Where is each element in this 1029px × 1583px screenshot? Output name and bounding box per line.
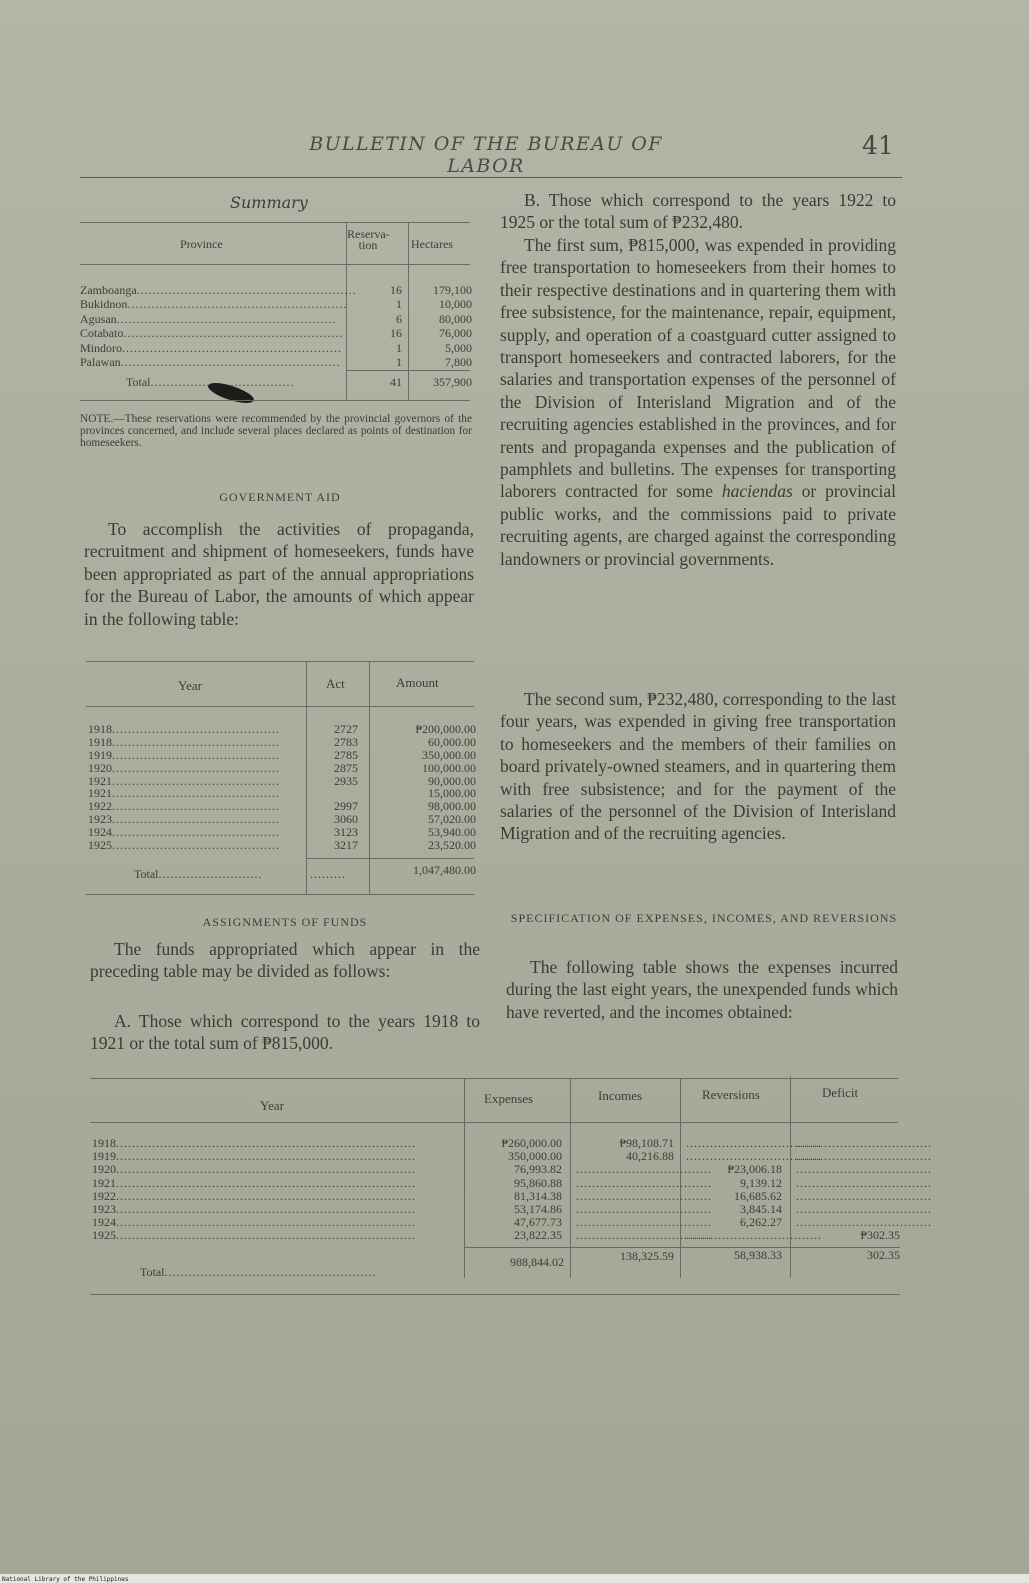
summary-row bbox=[80, 356, 470, 370]
right-p2 bbox=[500, 234, 896, 570]
approp-col-amount: Amount bbox=[396, 675, 439, 690]
summary-province bbox=[80, 298, 346, 311]
approp-year bbox=[88, 775, 302, 788]
expenses-reversions: 9,139.12 bbox=[740, 1175, 782, 1190]
approp-year-value: 1918 bbox=[88, 722, 112, 736]
expenses-deficit: ₱302.35 bbox=[860, 1228, 900, 1243]
expenses-year bbox=[92, 1229, 462, 1242]
leader-dots: ........................................................................... bbox=[116, 1228, 416, 1243]
summary-head-rule bbox=[80, 264, 470, 265]
expenses-incomes: 40,216.88 bbox=[626, 1149, 674, 1164]
leader-dots: .......................................... bbox=[112, 812, 280, 827]
gov-aid-heading: GOVERNMENT AID bbox=[219, 490, 341, 504]
expenses-reversions: 16,685.62 bbox=[734, 1188, 782, 1203]
summary-total-label: Total bbox=[126, 375, 151, 389]
expenses-body bbox=[92, 1136, 932, 1243]
running-header: BULLETIN OF THE BUREAU OF LABOR bbox=[309, 133, 663, 177]
approp-act: 2727 bbox=[334, 722, 358, 736]
expenses-year bbox=[92, 1216, 462, 1229]
approp-body bbox=[88, 723, 476, 852]
leader-dots: .................................. bbox=[796, 1149, 932, 1164]
expenses-expenses: 53,174.86 bbox=[514, 1201, 562, 1216]
leader-dots: ....................................................... bbox=[136, 283, 357, 297]
approp-year-value: 1921 bbox=[88, 773, 112, 788]
expenses-top-rule bbox=[90, 1078, 898, 1079]
approp-year bbox=[88, 723, 302, 736]
approp-row bbox=[88, 839, 476, 852]
assignments-heading: ASSIGNMENTS OF FUNDS bbox=[202, 915, 368, 929]
leader-dots: .................................. bbox=[796, 1188, 932, 1203]
expenses-total-row: Total..................................................... bbox=[140, 1265, 377, 1279]
approp-amount: 57,020.00 bbox=[428, 812, 476, 827]
summary-bottom-rule bbox=[80, 400, 470, 401]
expenses-head-rule bbox=[90, 1122, 898, 1123]
expenses-expenses: 350,000.00 bbox=[508, 1149, 562, 1164]
expenses-incomes: ₱98,108.71 bbox=[619, 1136, 674, 1150]
leader-dots: ........................................................................... bbox=[116, 1162, 416, 1177]
leader-dots: ....................................................... bbox=[122, 340, 342, 355]
approp-act: 2785 bbox=[334, 747, 358, 762]
approp-year bbox=[88, 787, 302, 800]
leader-dots: ........................................................................... bbox=[116, 1175, 416, 1190]
approp-year bbox=[88, 736, 302, 749]
summary-total-hectares: 357,900 bbox=[433, 375, 472, 389]
expenses-year-value: 1920 bbox=[92, 1162, 116, 1177]
expenses-year-value: 1919 bbox=[92, 1149, 116, 1164]
expenses-total-label: Total bbox=[140, 1265, 165, 1279]
leader-dots: .......................................... bbox=[112, 773, 280, 788]
leader-dots: .................................. bbox=[576, 1215, 712, 1230]
summary-hectares: 5,000 bbox=[445, 340, 472, 355]
expenses-col-year: Year bbox=[260, 1098, 284, 1113]
expenses-year bbox=[92, 1150, 462, 1163]
leader-dots: ....................................................... bbox=[127, 297, 348, 312]
approp-amount: 15,000.00 bbox=[428, 786, 476, 801]
library-footer: National Library of the Philippines bbox=[2, 1576, 129, 1583]
summary-hectares: 80,000 bbox=[439, 311, 472, 326]
summary-province-name: Cotabato bbox=[80, 326, 124, 341]
approp-year-value: 1924 bbox=[88, 825, 112, 840]
leader-dots: .................................. bbox=[576, 1162, 712, 1177]
leader-dots: .................................. bbox=[796, 1136, 932, 1150]
approp-act: 2997 bbox=[334, 799, 358, 814]
leader-dots: .................................. bbox=[796, 1215, 932, 1230]
assignments-p1: The funds appropriated which appear in the preceding table may be divided as follows: bbox=[90, 939, 480, 982]
approp-year bbox=[88, 813, 302, 826]
approp-total-rule bbox=[306, 858, 474, 859]
approp-year-value: 1925 bbox=[88, 838, 112, 853]
approp-amount: 98,000.00 bbox=[428, 799, 476, 814]
summary-province-name: Bukidnon bbox=[80, 297, 128, 312]
approp-act: 2783 bbox=[334, 734, 358, 749]
approp-bottom-rule bbox=[86, 894, 474, 895]
summary-province bbox=[80, 283, 357, 297]
approp-amount: 90,000.00 bbox=[428, 773, 476, 788]
approp-year-value: 1922 bbox=[88, 799, 112, 814]
summary-row bbox=[80, 298, 470, 312]
summary-row bbox=[80, 284, 470, 298]
right-p2-pre: The first sum, ₱815,000, was expended in providing free transportation to homeseekers from their homes to their respective destinations and in quartering them with free subsistence, for the maintenance, repair, equipment, supply, and operation of a coastguard cutter assigned to transport homeseekers and contracted laborers, for the salaries and transportation expenses of the personnel of the Division of Interisland Migration and of the recruiting agencies established in the provinces, and for rents and propaganda expenses and the publication of pamphlets and bulletins. The expenses for transporting laborers contracted for some bbox=[500, 235, 896, 502]
expenses-col-incomes: Incomes bbox=[598, 1088, 643, 1103]
leader-dots: .......................................... bbox=[112, 722, 280, 736]
approp-amount: 350,000.00 bbox=[422, 747, 476, 762]
summary-province-name: Mindoro bbox=[80, 340, 122, 355]
expenses-total-reversions: 58,938.33 bbox=[734, 1248, 782, 1262]
specification-heading: SPECIFICATION OF EXPENSES, INCOMES, AND REVERSIONS bbox=[510, 911, 898, 925]
approp-year-value: 1920 bbox=[88, 760, 112, 775]
leader-dots: ....................................................... bbox=[123, 326, 344, 341]
leader-dots: .......................................... bbox=[112, 838, 280, 853]
summary-body bbox=[80, 284, 470, 370]
summary-province-name: Zamboanga bbox=[80, 283, 137, 297]
leader-dots: ........................................................................... bbox=[116, 1149, 416, 1164]
approp-act: 2875 bbox=[334, 760, 358, 775]
approp-year bbox=[88, 800, 302, 813]
approp-year bbox=[88, 749, 302, 762]
expenses-year bbox=[92, 1190, 462, 1203]
leader-dots: ........................................................................... bbox=[116, 1215, 416, 1230]
expenses-year bbox=[92, 1163, 462, 1176]
expenses-col-expenses: Expenses bbox=[484, 1091, 534, 1106]
leader-dots: ....................................................... bbox=[116, 311, 337, 326]
summary-caption: Summary bbox=[230, 193, 308, 212]
expenses-year bbox=[92, 1177, 462, 1190]
approp-year-value: 1919 bbox=[88, 747, 112, 762]
expenses-year-value: 1918 bbox=[92, 1136, 116, 1150]
assignments-p2: A. Those which correspond to the years 1918 to 1921 or the total sum of ₱815,000. bbox=[90, 1011, 480, 1054]
leader-dots: .................................. bbox=[796, 1201, 932, 1216]
leader-dots: .................................. bbox=[686, 1136, 822, 1150]
summary-reservation: 1 bbox=[396, 354, 402, 369]
approp-total-amount: 1,047,480.00 bbox=[413, 863, 476, 877]
summary-row bbox=[80, 313, 470, 327]
summary-reservation: 6 bbox=[396, 311, 402, 326]
leader-dots: ........................................................................... bbox=[116, 1188, 416, 1203]
approp-year bbox=[88, 762, 302, 775]
leader-dots: .......................................... bbox=[112, 734, 280, 749]
approp-year-value: 1923 bbox=[88, 812, 112, 827]
approp-col-act: Act bbox=[326, 676, 345, 691]
expenses-row bbox=[92, 1229, 902, 1242]
approp-act: 3217 bbox=[334, 838, 358, 853]
scan-bottom-strip bbox=[0, 1574, 1029, 1583]
approp-amount: 100,000.00 bbox=[422, 760, 476, 775]
right-p2-italic: haciendas bbox=[721, 481, 793, 502]
approp-year bbox=[88, 826, 302, 839]
approp-col-year: Year bbox=[178, 678, 202, 693]
leader-dots: .................................. bbox=[796, 1162, 932, 1177]
right-p3: The second sum, ₱232,480, corresponding to the last four years, was expended in giving free transportation to homeseekers and the members of their families on board privately-owned steamers, and in quartering them with free subsistence; and for the payment of the salaries of the personnel of the Division of Interisland Migration and of the recruiting agencies. bbox=[500, 689, 896, 844]
expenses-col-deficit: Deficit bbox=[822, 1085, 859, 1100]
expenses-expenses: 23,822.35 bbox=[514, 1228, 562, 1243]
expenses-expenses: 81,314.38 bbox=[514, 1188, 562, 1203]
summary-col-reservation: Reserva- tion bbox=[347, 227, 390, 252]
summary-reservation: 1 bbox=[396, 340, 402, 355]
right-p1: B. Those which correspond to the years 1922 to 1925 or the total sum of ₱232,480. bbox=[500, 190, 896, 233]
approp-total-label: Total bbox=[134, 867, 159, 881]
summary-province bbox=[80, 356, 346, 369]
expenses-total-rule bbox=[464, 1247, 900, 1248]
summary-total-reservation: 41 bbox=[390, 375, 402, 389]
expenses-year-value: 1921 bbox=[92, 1175, 116, 1190]
leader-dots: ....................................................... bbox=[120, 354, 341, 369]
leader-dots: .......................................... bbox=[112, 825, 280, 840]
approp-year-value: 1921 bbox=[88, 786, 112, 801]
summary-total-row: Total.................................... bbox=[126, 375, 295, 389]
approp-year-value: 1918 bbox=[88, 734, 112, 749]
summary-total-rule bbox=[346, 370, 470, 371]
header-rule bbox=[80, 177, 902, 178]
leader-dots: .................................. bbox=[796, 1175, 932, 1190]
summary-top-rule bbox=[80, 222, 470, 223]
expenses-year-value: 1925 bbox=[92, 1228, 116, 1243]
expenses-reversions: ₱23,006.18 bbox=[727, 1162, 782, 1177]
summary-hectares: 179,100 bbox=[433, 283, 472, 297]
expenses-year-value: 1922 bbox=[92, 1188, 116, 1203]
approp-amount: 53,940.00 bbox=[428, 825, 476, 840]
leader-dots: .................................. bbox=[686, 1149, 822, 1164]
leader-dots: .................................. bbox=[576, 1228, 712, 1243]
leader-dots: .......................................... bbox=[112, 760, 280, 775]
approp-amount: ₱200,000.00 bbox=[415, 722, 476, 736]
approp-act: 3123 bbox=[334, 825, 358, 840]
approp-amount: 60,000.00 bbox=[428, 734, 476, 749]
gov-aid-paragraph: To accomplish the activities of propaganda, recruitment and shipment of homeseekers, funds have been appropriated as part of the annual appropriations for the Bureau of Labor, the amounts of which appear in the following table: bbox=[84, 519, 474, 629]
summary-province-name: Agusan bbox=[80, 311, 117, 326]
expenses-expenses: 95,860.88 bbox=[514, 1175, 562, 1190]
expenses-total-deficit: 302.35 bbox=[867, 1248, 900, 1262]
leader-dots: .......................................... bbox=[112, 786, 280, 801]
leader-dots: .................................. bbox=[686, 1228, 822, 1243]
approp-head-rule bbox=[86, 706, 474, 707]
approp-amount: 23,520.00 bbox=[428, 838, 476, 853]
expenses-reversions: 6,262.27 bbox=[740, 1215, 782, 1230]
expenses-total-incomes: 138,325.59 bbox=[620, 1249, 674, 1263]
summary-province-name: Palawan bbox=[80, 354, 121, 369]
expenses-reversions: 3,845.14 bbox=[740, 1201, 782, 1216]
summary-col-hectares: Hectares bbox=[411, 237, 453, 251]
leader-dots: .......................................... bbox=[112, 799, 280, 814]
summary-note: NOTE.—These reservations were recommended by the provincial governors of the provinces concerned, and include several places declared as points of destination for homeseekers. bbox=[80, 413, 472, 449]
leader-dots: ........................................................................... bbox=[116, 1201, 416, 1216]
expenses-expenses: 76,993.82 bbox=[514, 1162, 562, 1177]
summary-row bbox=[80, 327, 470, 341]
summary-province bbox=[80, 327, 346, 340]
approp-act: 3060 bbox=[334, 812, 358, 827]
right-p4: The following table shows the expenses incurred during the last eight years, the unexpended funds which have reverted, and the incomes obtained: bbox=[506, 957, 898, 1022]
expenses-total-expenses: 988,844.02 bbox=[510, 1255, 564, 1269]
summary-province bbox=[80, 313, 346, 326]
expenses-bottom-rule bbox=[90, 1294, 900, 1295]
approp-act: 2935 bbox=[334, 773, 358, 788]
approp-year bbox=[88, 839, 302, 852]
expenses-year-value: 1923 bbox=[92, 1201, 116, 1216]
leader-dots: .................................. bbox=[576, 1188, 712, 1203]
summary-col-province: Province bbox=[180, 237, 223, 251]
approp-top-rule bbox=[86, 661, 474, 662]
summary-hectares: 7,800 bbox=[445, 354, 472, 369]
leader-dots: ........................................................................... bbox=[116, 1136, 416, 1150]
expenses-col-reversions: Reversions bbox=[702, 1087, 760, 1102]
expenses-year bbox=[92, 1203, 462, 1216]
expenses-expenses: ₱260,000.00 bbox=[501, 1136, 562, 1150]
summary-hectares: 76,000 bbox=[439, 326, 472, 341]
expenses-year-value: 1924 bbox=[92, 1215, 116, 1230]
approp-total-row: Total.......................... bbox=[134, 867, 263, 881]
leader-dots: .................................. bbox=[576, 1175, 712, 1190]
summary-province bbox=[80, 342, 346, 355]
summary-reservation: 16 bbox=[390, 283, 402, 297]
summary-row bbox=[80, 342, 470, 356]
right-p2-post: or provincial public works, and the commissions paid to private recruiting agents, are charged against the corresponding landowners or provincial governments. bbox=[500, 481, 897, 569]
expenses-year bbox=[92, 1137, 462, 1150]
approp-total-act-leader: ......... bbox=[310, 867, 346, 881]
page-number: 41 bbox=[862, 131, 894, 160]
summary-reservation: 1 bbox=[396, 297, 402, 312]
expenses-expenses: 47,677.73 bbox=[514, 1215, 562, 1230]
leader-dots: .................................. bbox=[576, 1201, 712, 1216]
summary-hectares: 10,000 bbox=[439, 297, 472, 312]
summary-reservation: 16 bbox=[390, 326, 402, 341]
leader-dots: .......................................... bbox=[112, 747, 280, 762]
